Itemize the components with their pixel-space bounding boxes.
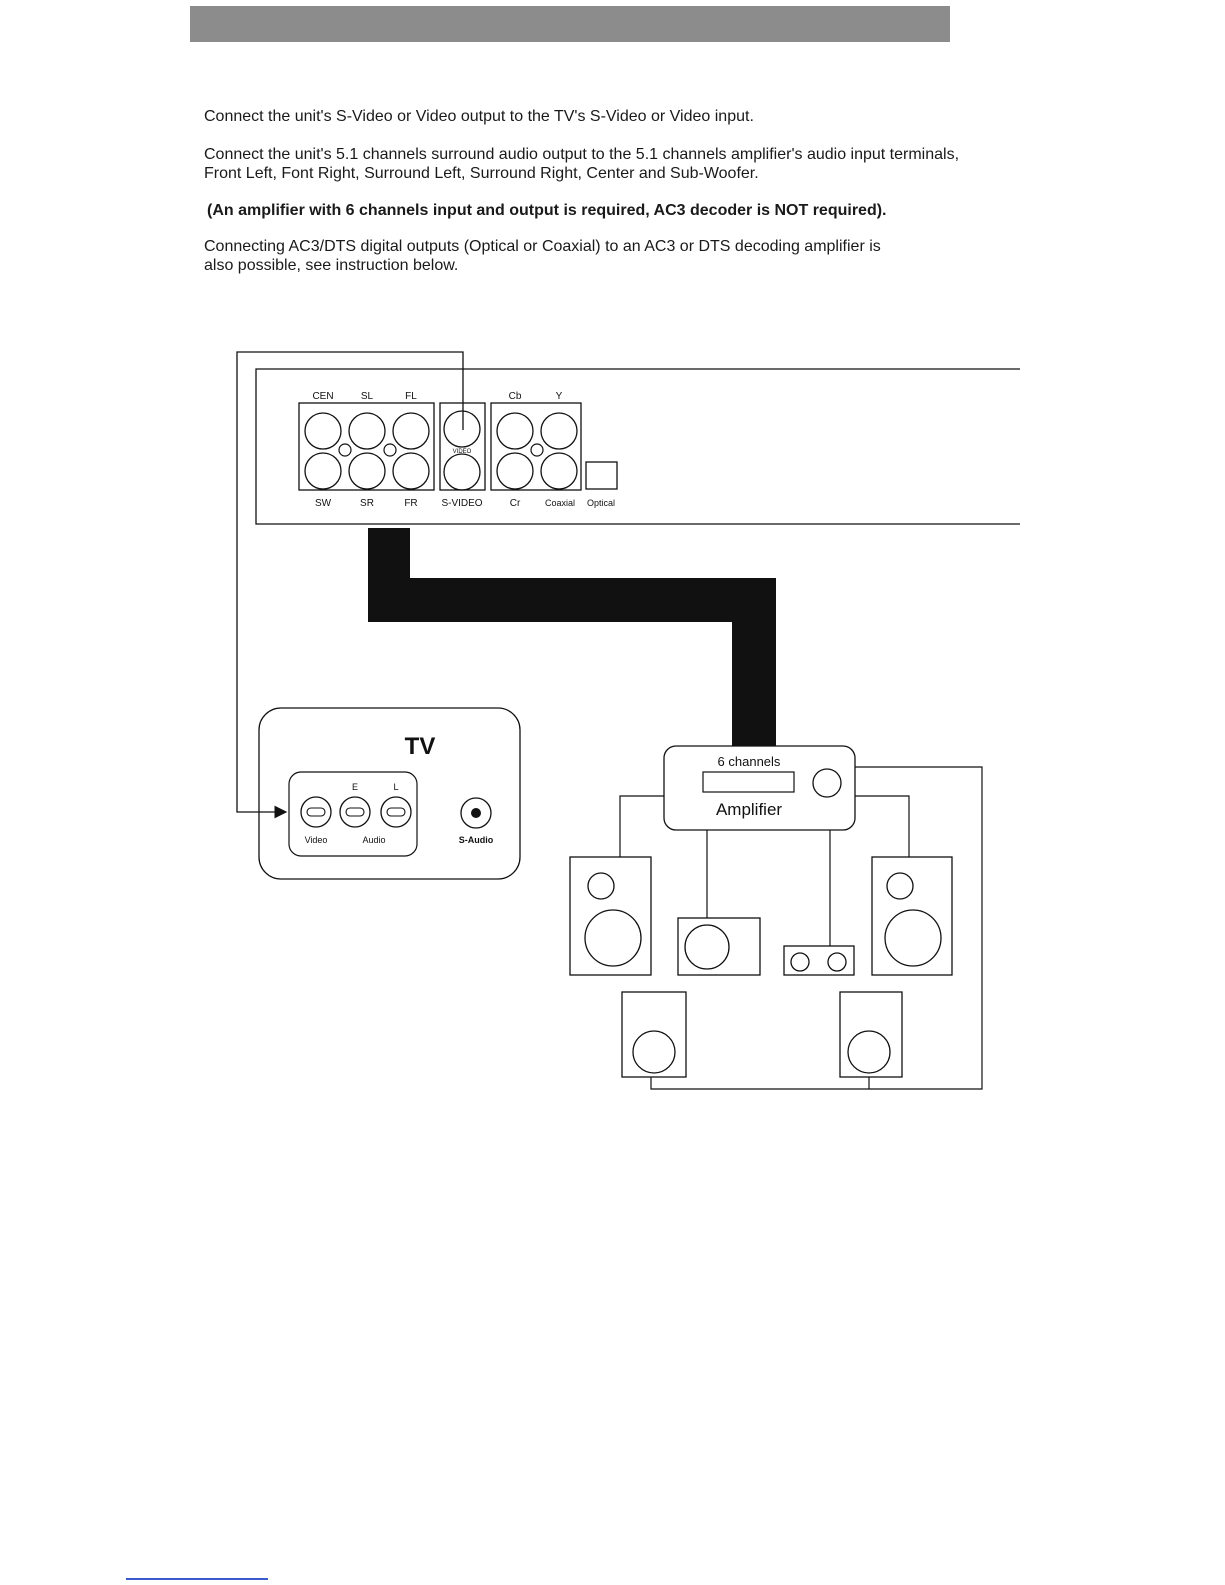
fl-jack bbox=[393, 413, 429, 449]
amplifier-display bbox=[703, 772, 794, 792]
front-left-speaker bbox=[570, 857, 651, 975]
front-right-speaker bbox=[872, 857, 952, 975]
amplifier-requirement-text: (An amplifier with 6 channels input and output is required, AC3 decoder is NOT required). bbox=[207, 202, 887, 219]
cen-label: CEN bbox=[312, 391, 334, 402]
six-channel-cable bbox=[368, 528, 776, 746]
y-label: Y bbox=[555, 391, 563, 402]
video-jack-label: VIDEO bbox=[452, 449, 472, 455]
panel-screw bbox=[339, 444, 351, 456]
surround-output-block bbox=[299, 403, 434, 490]
tv-l-label: L bbox=[393, 782, 399, 792]
tv-body bbox=[259, 708, 520, 879]
sl-label: SL bbox=[360, 391, 374, 402]
sl-jack bbox=[349, 413, 385, 449]
surround-left-speaker bbox=[622, 992, 686, 1077]
cen-jack bbox=[305, 413, 341, 449]
panel-screw bbox=[531, 444, 543, 456]
tv-title: TV bbox=[404, 733, 436, 760]
optical-port bbox=[586, 462, 617, 489]
sr-jack bbox=[349, 453, 385, 489]
footer-link-underline bbox=[126, 1578, 268, 1580]
fr-jack bbox=[393, 453, 429, 489]
video-jack bbox=[444, 411, 480, 447]
cb-label: Cb bbox=[508, 391, 522, 402]
s-video-jack bbox=[444, 454, 480, 490]
s-video-label: S-VIDEO bbox=[441, 498, 483, 509]
y-jack bbox=[541, 413, 577, 449]
speaker-wires bbox=[620, 767, 982, 1089]
instruction-digital-line2: also possible, see instruction below. bbox=[204, 257, 459, 274]
instruction-digital-line1: Connecting AC3/DTS digital outputs (Optical or Coaxial) to an AC3 or DTS decoding amplifier is bbox=[204, 238, 881, 255]
fl-label: FL bbox=[405, 391, 417, 402]
cb-jack bbox=[497, 413, 533, 449]
coaxial-label: Coaxial bbox=[544, 498, 576, 508]
panel-screw bbox=[384, 444, 396, 456]
instruction-video-text: Connect the unit's S-Video or Video output to the TV's S-Video or Video input. bbox=[204, 108, 754, 125]
player-back-panel bbox=[256, 369, 1020, 524]
amplifier-channels-label: 6 channels bbox=[717, 754, 781, 769]
tv-audio-label: Audio bbox=[362, 835, 386, 845]
amplifier-name: Amplifier bbox=[715, 800, 783, 819]
instruction-surround-line1: Connect the unit's 5.1 channels surround audio output to the 5.1 channels amplifier's audio input terminals, bbox=[204, 146, 960, 163]
amplifier-knob bbox=[813, 769, 841, 797]
tv-video-jack bbox=[301, 797, 331, 827]
cr-label: Cr bbox=[509, 498, 521, 509]
coaxial-jack bbox=[541, 453, 577, 489]
s-audio-label: S-Audio bbox=[458, 835, 494, 845]
tv-audio-left-jack bbox=[381, 797, 411, 827]
amplifier-unit bbox=[664, 746, 855, 830]
sw-label: SW bbox=[314, 498, 332, 509]
fr-label: FR bbox=[404, 498, 418, 509]
tv-audio-right-jack bbox=[340, 797, 370, 827]
tv-e-label: E bbox=[351, 782, 359, 792]
center-speaker bbox=[784, 946, 854, 975]
instruction-surround-line2: Front Left, Font Right, Surround Left, Surround Right, Center and Sub-Woofer. bbox=[204, 165, 759, 182]
tv-unit bbox=[259, 708, 520, 879]
sw-jack bbox=[305, 453, 341, 489]
optical-label: Optical bbox=[586, 498, 616, 508]
surround-right-speaker bbox=[840, 992, 902, 1077]
cr-jack bbox=[497, 453, 533, 489]
sr-label: SR bbox=[360, 498, 374, 509]
tv-video-label: Video bbox=[304, 835, 328, 845]
subwoofer-speaker bbox=[678, 918, 760, 975]
